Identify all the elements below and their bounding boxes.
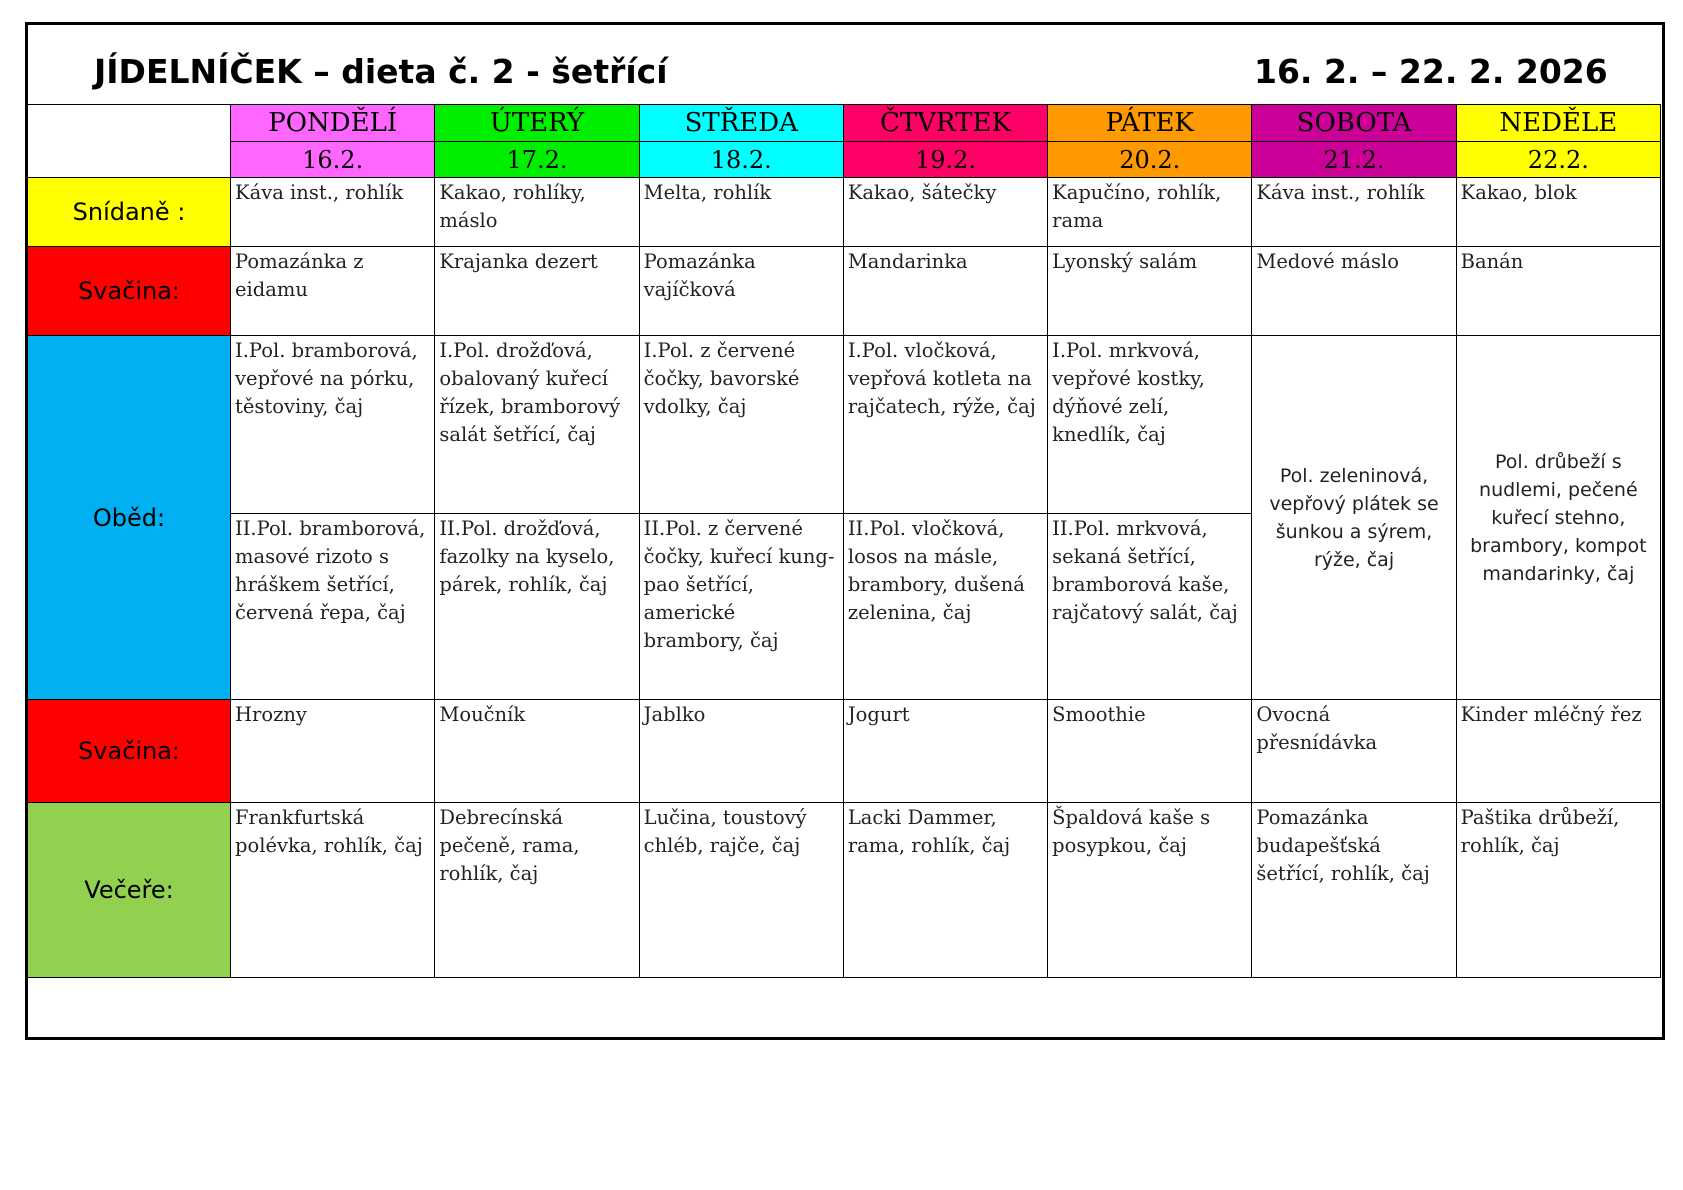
corner-cell <box>28 105 231 178</box>
breakfast-sunday: Kakao, blok <box>1456 178 1660 247</box>
lunch-saturday: Pol. zeleninová, vepřový plátek se šunkou a sýrem, rýže, čaj <box>1252 336 1456 700</box>
day-name-sunday: NEDĚLE <box>1456 105 1660 142</box>
title-bar <box>28 25 1662 105</box>
lunch2-tuesday: II.Pol. drožďová, fazolky na kyselo, párek, rohlík, čaj <box>435 514 639 700</box>
dinner-row <box>28 803 1661 978</box>
meal-label-dinner: Večeře: <box>28 803 231 978</box>
snack2-sunday: Kinder mléčný řez <box>1456 700 1660 803</box>
lunch2-thursday: II.Pol. vločková, losos na másle, brambory, dušená zelenina, čaj <box>843 514 1047 700</box>
day-name-thursday: ČTVRTEK <box>843 105 1047 142</box>
snack2-row <box>28 700 1661 803</box>
snack1-friday: Lyonský salám <box>1048 247 1252 336</box>
meal-label-breakfast: Snídaně : <box>28 178 231 247</box>
snack1-saturday: Medové máslo <box>1252 247 1456 336</box>
day-date-wednesday: 18.2. <box>639 142 843 178</box>
lunch1-tuesday: I.Pol. drožďová, obalovaný kuřecí řízek, bramborový salát šetřící, čaj <box>435 336 639 514</box>
breakfast-friday: Kapučíno, rohlík, rama <box>1048 178 1252 247</box>
snack2-thursday: Jogurt <box>843 700 1047 803</box>
breakfast-saturday: Káva inst., rohlík <box>1252 178 1456 247</box>
menu-sheet <box>25 22 1665 1040</box>
lunch1-monday: I.Pol. bramborová, vepřové na pórku, těstoviny, čaj <box>231 336 435 514</box>
menu-date-range: 16. 2. – 22. 2. 2026 <box>1254 52 1608 91</box>
breakfast-wednesday: Melta, rohlík <box>639 178 843 247</box>
dinner-saturday: Pomazánka budapešťská šetřící, rohlík, čaj <box>1252 803 1456 978</box>
breakfast-row <box>28 178 1661 247</box>
day-name-row <box>28 105 1661 142</box>
dinner-wednesday: Lučina, toustový chléb, rajče, čaj <box>639 803 843 978</box>
snack1-thursday: Mandarinka <box>843 247 1047 336</box>
snack2-monday: Hrozny <box>231 700 435 803</box>
snack2-friday: Smoothie <box>1048 700 1252 803</box>
day-date-thursday: 19.2. <box>843 142 1047 178</box>
dinner-sunday: Paštika drůbeží, rohlík, čaj <box>1456 803 1660 978</box>
lunch2-monday: II.Pol. bramborová, masové rizoto s hráškem šetřící, červená řepa, čaj <box>231 514 435 700</box>
meal-label-snack2: Svačina: <box>28 700 231 803</box>
day-name-saturday: SOBOTA <box>1252 105 1456 142</box>
lunch2-wednesday: II.Pol. z červené čočky, kuřecí kung-pao šetřící, americké brambory, čaj <box>639 514 843 700</box>
dinner-monday: Frankfurtská polévka, rohlík, čaj <box>231 803 435 978</box>
snack1-sunday: Banán <box>1456 247 1660 336</box>
breakfast-thursday: Kakao, šátečky <box>843 178 1047 247</box>
day-date-friday: 20.2. <box>1048 142 1252 178</box>
snack1-row <box>28 247 1661 336</box>
lunch1-thursday: I.Pol. vločková, vepřová kotleta na rajčatech, rýže, čaj <box>843 336 1047 514</box>
lunch1-wednesday: I.Pol. z červené čočky, bavorské vdolky, čaj <box>639 336 843 514</box>
day-date-row <box>28 142 1661 178</box>
lunch-sunday: Pol. drůbeží s nudlemi, pečené kuřecí stehno, brambory, kompot mandarinky, čaj <box>1456 336 1660 700</box>
lunch2-friday: II.Pol. mrkvová, sekaná šetřící, bramborová kaše, rajčatový salát, čaj <box>1048 514 1252 700</box>
day-name-tuesday: ÚTERÝ <box>435 105 639 142</box>
day-name-monday: PONDĚLÍ <box>231 105 435 142</box>
dinner-tuesday: Debrecínská pečeně, rama, rohlík, čaj <box>435 803 639 978</box>
day-name-wednesday: STŘEDA <box>639 105 843 142</box>
day-date-tuesday: 17.2. <box>435 142 639 178</box>
snack2-wednesday: Jablko <box>639 700 843 803</box>
snack1-wednesday: Pomazánka vajíčková <box>639 247 843 336</box>
meal-label-snack1: Svačina: <box>28 247 231 336</box>
day-date-monday: 16.2. <box>231 142 435 178</box>
day-date-saturday: 21.2. <box>1252 142 1456 178</box>
snack2-saturday: Ovocná přesnídávka <box>1252 700 1456 803</box>
snack2-tuesday: Moučník <box>435 700 639 803</box>
dinner-friday: Špaldová kaše s posypkou, čaj <box>1048 803 1252 978</box>
menu-title: JÍDELNÍČEK – dieta č. 2 - šetřící <box>94 52 668 91</box>
menu-table <box>27 104 1661 978</box>
lunch-row-1 <box>28 336 1661 514</box>
dinner-thursday: Lacki Dammer, rama, rohlík, čaj <box>843 803 1047 978</box>
breakfast-monday: Káva inst., rohlík <box>231 178 435 247</box>
day-date-sunday: 22.2. <box>1456 142 1660 178</box>
snack1-monday: Pomazánka z eidamu <box>231 247 435 336</box>
meal-label-lunch: Oběd: <box>28 336 231 700</box>
breakfast-tuesday: Kakao, rohlíky, máslo <box>435 178 639 247</box>
snack1-tuesday: Krajanka dezert <box>435 247 639 336</box>
day-name-friday: PÁTEK <box>1048 105 1252 142</box>
lunch1-friday: I.Pol. mrkvová, vepřové kostky, dýňové zelí, knedlík, čaj <box>1048 336 1252 514</box>
